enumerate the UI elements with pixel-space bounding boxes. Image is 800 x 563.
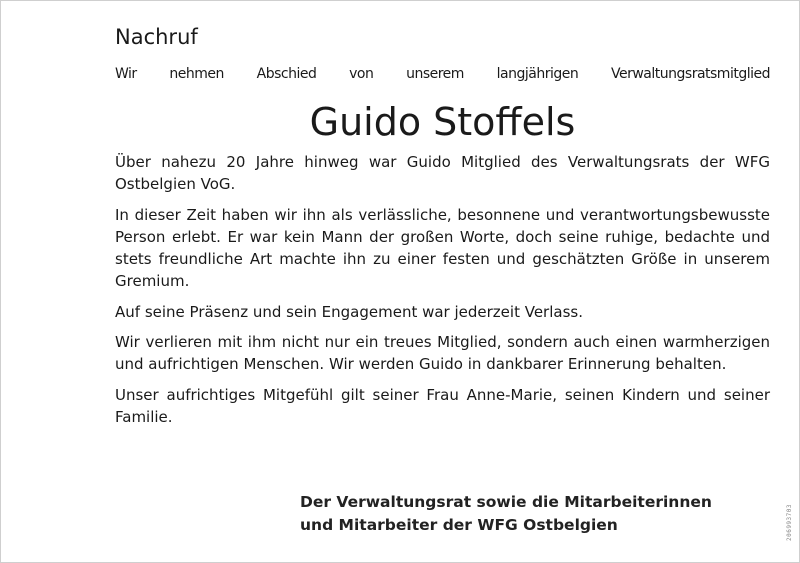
obituary-notice xyxy=(115,22,770,428)
ad-reference-code: 206993703 xyxy=(786,503,793,541)
signature-line-1: Der Verwaltungsrat sowie die Mitarbeiterinnen xyxy=(300,493,712,511)
paragraph-loss: Wir verlieren mit ihm nicht nur ein treues Mitglied, sondern auch einen warmherzigen und aufrichtigen Menschen. Wir werden Guido in dankbarer Erinnerung behalten. xyxy=(115,333,770,374)
signature-line-2: und Mitarbeiter der WFG Ostbelgien xyxy=(300,516,618,534)
paragraph-engagement: Auf seine Präsenz und sein Engagement war jederzeit Verlass. xyxy=(115,302,583,321)
notice-heading: Nachruf xyxy=(115,25,198,49)
paragraph-condolence: Unser aufrichtiges Mitgefühl gilt seiner Frau Anne-Marie, seinen Kindern und seiner Familie. xyxy=(115,385,770,426)
paragraph-membership: Über nahezu 20 Jahre hinweg war Guido Mitglied des Verwaltungsrats der WFG Ostbelgien VoG. xyxy=(115,153,770,194)
intro-line: Wir nehmen Abschied von unserem langjährigen Verwaltungsratsmitglied xyxy=(115,66,770,82)
paragraph-character: In dieser Zeit haben wir ihn als verlässliche, besonnene und verantwortungsbewusste Person erlebt. Er war kein Mann der großen Worte, doch seine ruhige, bedachte und stets freundliche Art machte ihn zu einer festen und geschätzten Größe in unserem Gremium. xyxy=(115,205,770,291)
deceased-name: Guido Stoffels xyxy=(309,100,576,144)
signature-block xyxy=(300,491,712,537)
